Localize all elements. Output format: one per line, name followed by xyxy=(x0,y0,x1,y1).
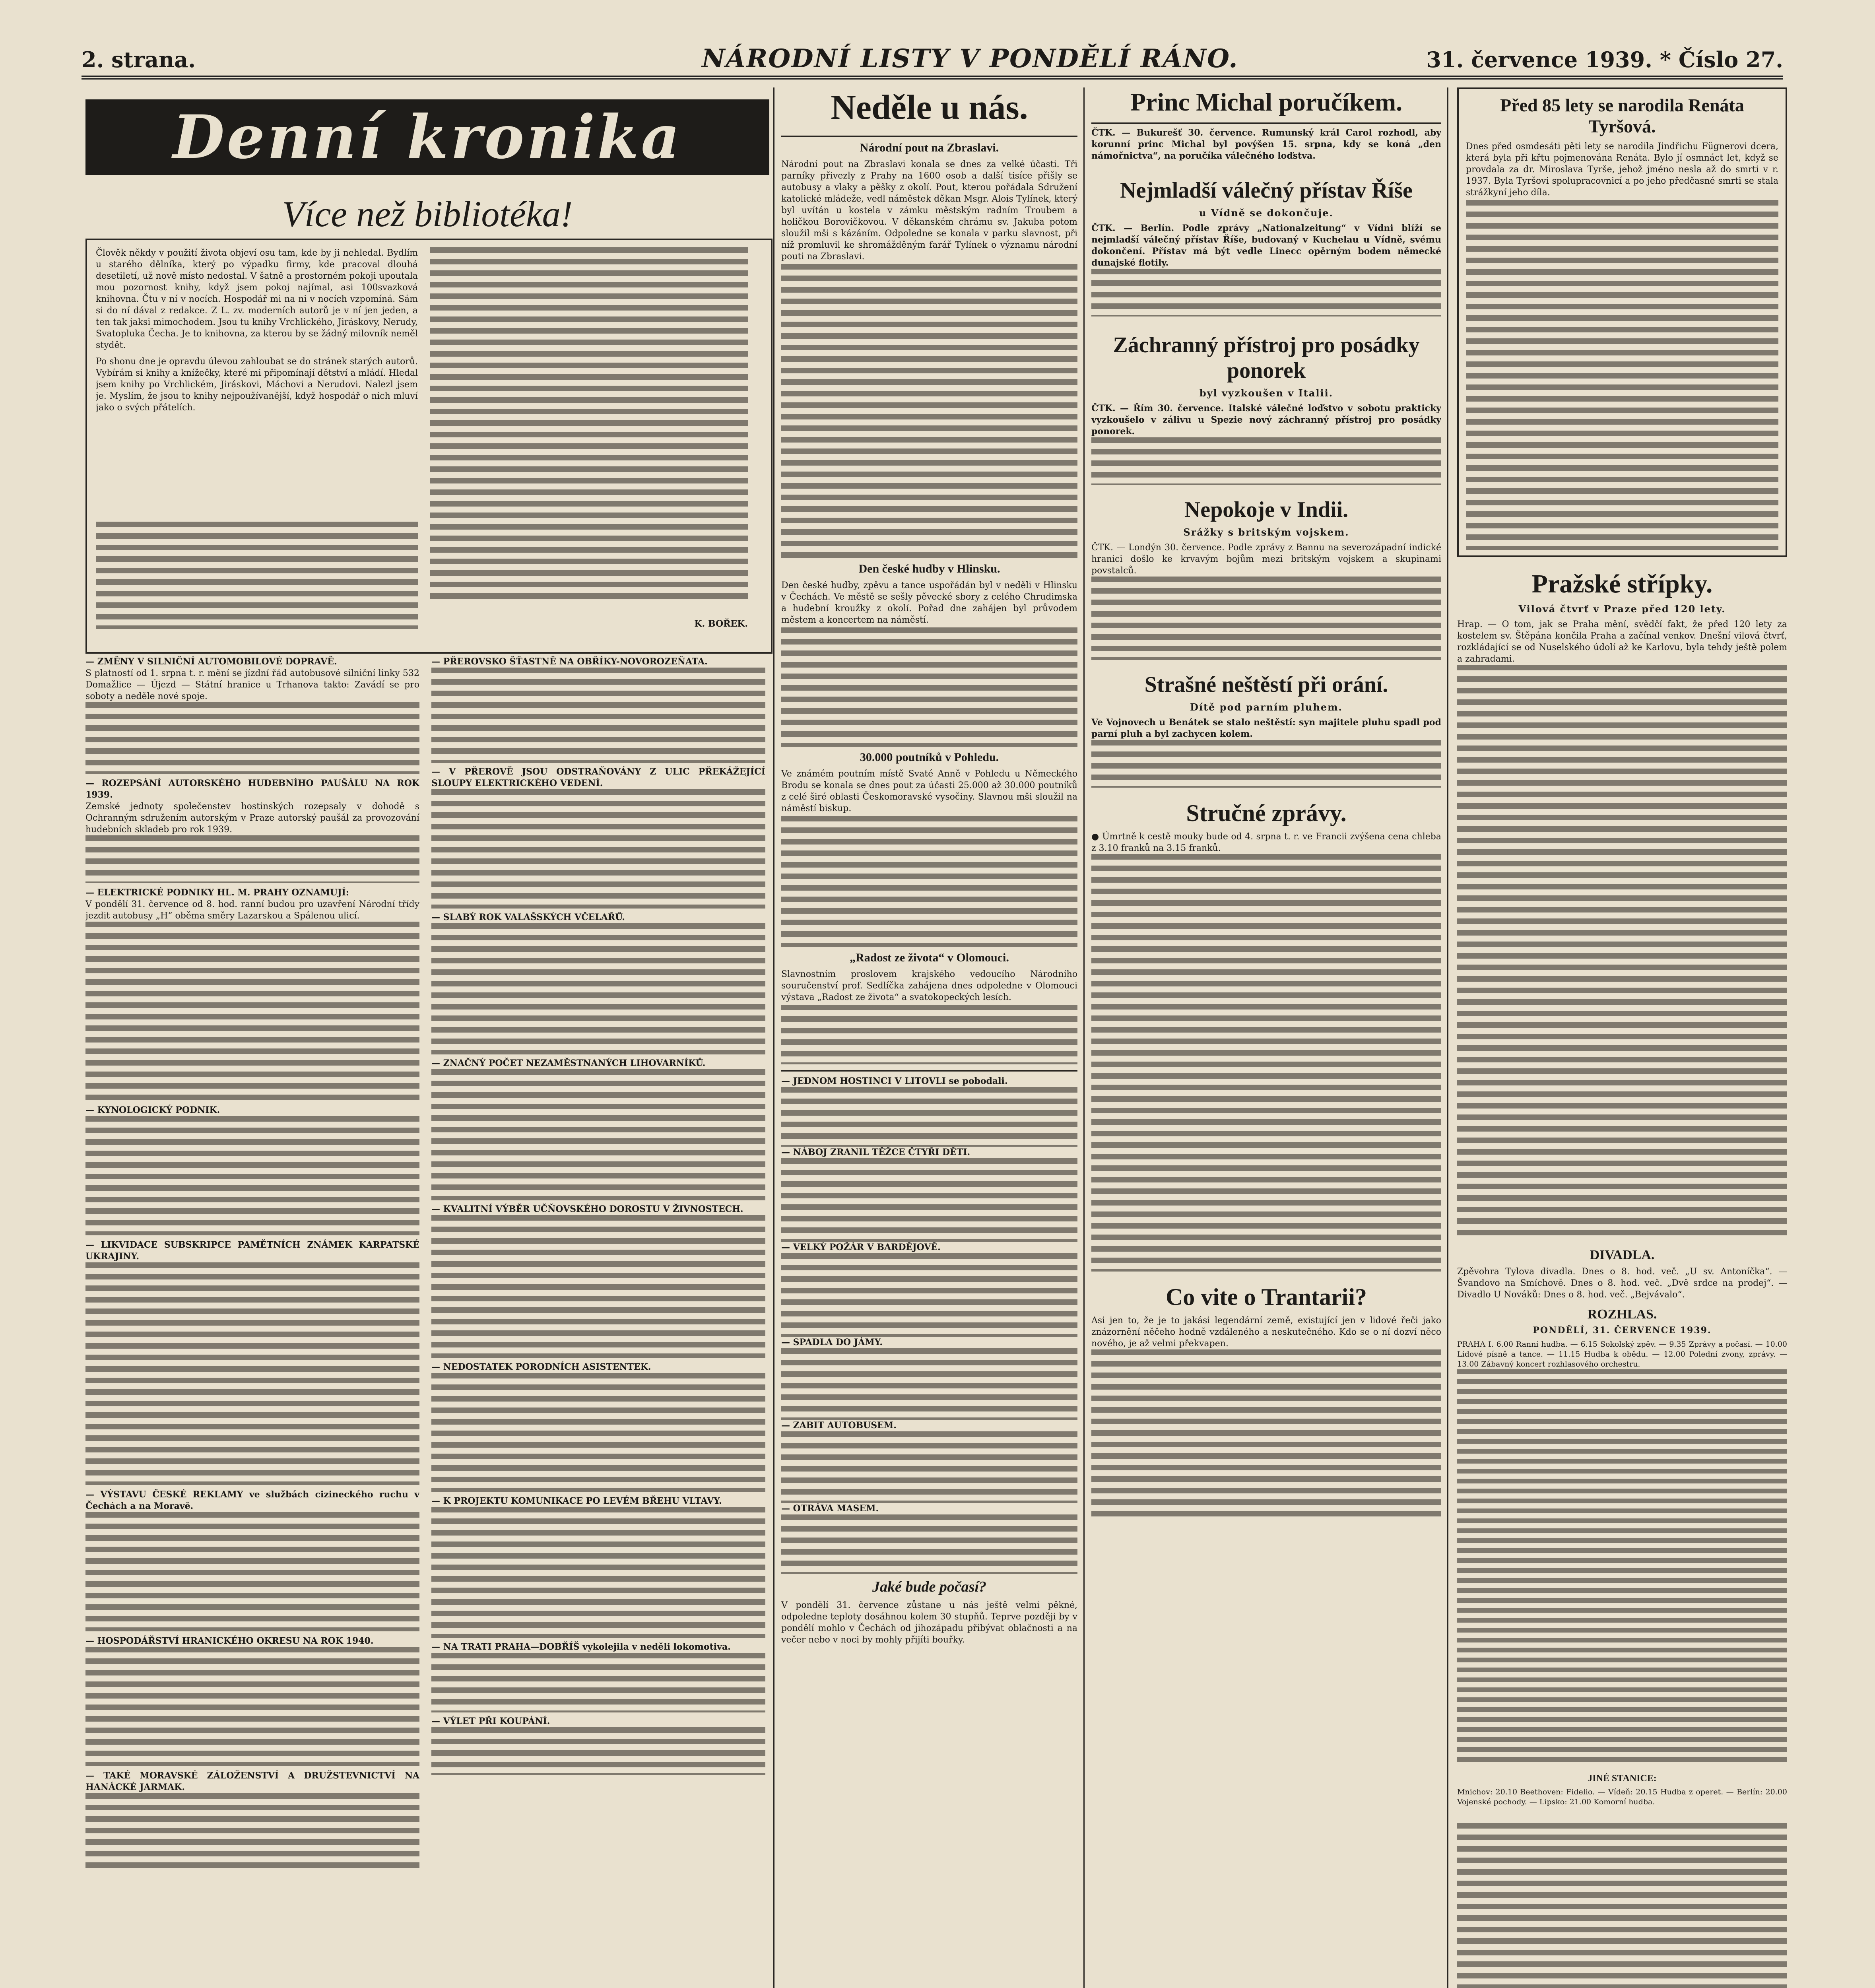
masthead xyxy=(82,44,1783,80)
tyrsova-box xyxy=(1457,87,1787,557)
culture-column xyxy=(1457,87,1787,1988)
news-heading: — SPADLA DO JÁMY. xyxy=(781,1337,883,1347)
text-block xyxy=(781,816,1077,947)
world-headline: Nepokoje v Indii. xyxy=(1184,497,1349,522)
news-heading: — ROZEPSÁNÍ AUTORSKÉHO HUDEBNÍHO PAUŠÁLU NA ROK 1939. xyxy=(85,778,419,800)
text-block xyxy=(85,1512,419,1631)
nedele-body: Den české hudby, zpěvu a tance uspořádán byl v neděli v Hlinsku v Čechách. Ve městě se sešly pěvecké sbory z celého Chrudimska a hudební kroužky z okolí. Pořad dne zahájen byl průvodem městem a koncertem na náměstí. xyxy=(781,580,1077,625)
text-block xyxy=(1091,854,1441,1272)
news-heading: — KYNOLOGICKÝ PODNIK. xyxy=(85,1105,220,1115)
news-heading: — K PROJEKTU KOMUNIKACE PO LEVÉM BŘEHU VLTAVY. xyxy=(431,1496,722,1506)
world-body: ČTK. — Berlín. Podle zprávy „Nationalzeitung“ v Vídni blíží se nejmladší válečný přístav Říše, budovaný v Kuchelau u Vídně, svému dokončení. Přístav má být vedle Linecc opěrným bodem německé dunajské flotily. xyxy=(1091,223,1441,268)
world-headline: Strašné neštěstí při orání. xyxy=(1144,672,1388,697)
world-headline: Stručné zprávy. xyxy=(1186,800,1347,826)
text-block xyxy=(781,1348,1077,1420)
news-heading: — NA TRATI PRAHA—DOBŘÍŠ vykolejila v neděli lokomotiva. xyxy=(431,1642,731,1652)
world-kicker: byl vyzkoušen v Italii. xyxy=(1199,387,1333,399)
stanice-heading: JINÉ STANICE: xyxy=(1588,1773,1657,1784)
nedele-body: Ve známém poutním místě Svaté Anně v Pohledu u Německého Brodu se konala se dnes pout za účasti 25.000 až 30.000 poutníků z celé širé oblasti Českomoravské vysočiny. Slavnou mši sloužil na náměstí biskup. xyxy=(781,769,1077,813)
text-block xyxy=(781,1087,1077,1147)
nedele-subhead: Národní pout na Zbraslavi. xyxy=(860,141,999,154)
news-heading: — PŘEROVSKO ŠŤASTNĚ NA OBŘÍKY-NOVOROZEŇATA. xyxy=(431,656,708,667)
text-block xyxy=(96,522,418,629)
divadla-body: Zpěvohra Tylova divadla. Dnes o 8. hod. več. „U sv. Antoníčka“. — Švandovo na Smíchově. Dnes o 8. hod. več. „Dvě srdce na prodej“. — Divadlo U Nováků: Dnes o 8. hod. več. „Bejvávalo“. xyxy=(1457,1267,1787,1300)
rozhlas-heading: ROZHLAS. xyxy=(1587,1307,1657,1322)
rozhlas-kicker: PONDĚLÍ, 31. ČERVENCE 1939. xyxy=(1533,1325,1712,1336)
kronika-title: Více než bibliotéka! xyxy=(282,194,573,234)
text-block xyxy=(781,1253,1077,1337)
text-block xyxy=(85,1262,419,1485)
prazske-body: Hrap. — O tom, jak se Praha mění, svědčí fakt, že před 120 lety za kostelem sv. Štěpána končila Praha a začínal venkov. Dnešní vilová čtvrť, rozkládající se od Nuselského údolí až ke Karlovu, byla tehdy ještě polem a zahradami. xyxy=(1457,619,1787,664)
column-rule xyxy=(1083,87,1085,1988)
news-heading: — ZMĚNY V SILNIČNÍ AUTOMOBILOVÉ DOPRAVĚ. xyxy=(85,656,337,667)
nedele-subhead: Den české hudby v Hlinsku. xyxy=(858,562,1000,575)
text-block xyxy=(781,1514,1077,1574)
nedele-body: Národní pout na Zbraslavi konala se dnes za velké účasti. Tři parníky přivezly z Prahy na 1600 osob a další tisíce přišly se autobusy a vlaky a pěšky z okolí. Pout, kterou pořádala Sdružení katolické mládeže, vedl náměstek děkan Msgr. Alois Tylínek, který byl uvítán u kostela v zámku městským radním Troubem a holičkou Borovičkovou. V děkanském chrámu sv. Jakuba potom sloužil mši s kázáním. Odpoledne se konala v parku slavnost, při níž promluvil ke shromážděným farář Tylínek o významu národní pouti na Zbraslavi. xyxy=(781,159,1077,262)
kronika-col-right xyxy=(430,247,748,629)
news-body: S platností od 1. srpna t. r. mění se jízdní řád autobusové silniční linky 532 Domažlice — Újezd — Státní hranice u Trhanova takto: Zavádí se pro soboty a neděle nové spoje. xyxy=(85,668,419,701)
news-heading: — KVALITNÍ VÝBĚR UČŇOVSKÉHO DOROSTU V ŽIVNOSTECH. xyxy=(431,1204,743,1214)
weather-body: V pondělí 31. července zůstane u nás ještě velmi pěkné, odpoledne teploty dosáhnou kolem 30 stupňů. Teprve později by v pondělí mohlo v Čechách od jihozápadu přibývat oblačnosti a na večer nebo v noci by mohly přijíti bouřky. xyxy=(781,1600,1077,1645)
news-heading: — TAKÉ MORAVSKÉ ZÁLOŽENSTVÍ A DRUŽSTEVNICTVÍ NA HANÁCKÉ JARMAK. xyxy=(85,1771,419,1792)
news-heading: — JEDNOM HOSTINCI V LITOVLI se pobodali. xyxy=(781,1076,1008,1086)
text-block xyxy=(781,1005,1077,1064)
kronika-signature: K. BOŘEK. xyxy=(694,619,748,629)
world-news-column xyxy=(1091,87,1441,1988)
news-heading: — V PŘEROVĚ JSOU ODSTRAŇOVÁNY Z ULIC PŘEKÁŽEJÍCÍ SLOUPY ELEKTRICKÉHO VEDENÍ. xyxy=(431,767,765,788)
text-block xyxy=(85,702,419,774)
world-body: ČTK. — Londýn 30. července. Podle zprávy z Bannu na severozápadní indické hranici došlo ke krvavým bojům mezi britským vojskem a skupinami povstalců. xyxy=(1091,543,1441,576)
text-block xyxy=(1091,577,1441,660)
text-block xyxy=(85,1116,419,1235)
news-heading: — OTRÁVA MASEM. xyxy=(781,1503,879,1514)
news-heading: — ZNAČNÝ POČET NEZAMĚSTNANÝCH LIHOVARNÍKŮ. xyxy=(431,1058,706,1068)
tyrsova-body: Dnes před osmdesáti pěti lety se narodila Jindřichu Fügnerovi dcera, která byla při křtu pojmenována Renáta. Bylo jí osmnáct let, když se provdala za dr. Miroslava Tyrše, jehož jméno nesla až do smrti v r. 1937. Byla Tyršovi spolupracovnicí a po jeho předčasné smrti se stala strážkyní jeho díla. xyxy=(1466,142,1778,198)
text-block xyxy=(1091,740,1441,788)
news-heading: — NÁBOJ ZRANIL TĚŽCE ČTYŘI DĚTI. xyxy=(781,1147,970,1157)
text-block xyxy=(431,789,765,909)
newspaper-title: NÁRODNÍ LISTY V PONDĚLÍ RÁNO. xyxy=(702,44,1238,74)
crime-section xyxy=(781,1070,1077,1646)
world-headline: Co vite o Trantarii? xyxy=(1165,1284,1367,1310)
world-headline: Záchranný přístroj pro posádky ponorek xyxy=(1113,333,1420,383)
world-kicker: u Vídně se dokončuje. xyxy=(1199,207,1333,219)
stanice-body: Mnichov: 20.10 Beethoven: Fidelio. — Vídeň: 20.15 Hudba z operet. — Berlín: 20.00 Vojenské pochody. — Lipsko: 21.00 Komorní hudba. xyxy=(1457,1788,1787,1806)
world-body: Ve Vojnovech u Benátek se stalo neštěstí: syn majitele pluhu spadl pod parní pluh a byl zachycen kolem. xyxy=(1091,717,1441,739)
text-block xyxy=(781,1158,1077,1242)
text-block xyxy=(1466,200,1778,550)
news-column-1 xyxy=(85,656,419,1988)
nedele-body: Slavnostním proslovem krajského vedoucího Národního souručenství prof. Sedlíčka zahájena dnes odpoledne v Olomouci výstava „Radost ze života“ a svatokopeckých lesích. xyxy=(781,969,1077,1002)
news-body: Zemské jednoty společenstev hostinských rozepsaly v dohodě s Ochranným sdružením autorským v Praze autorský paušál za provozování hudebních skladeb pro rok 1939. xyxy=(85,802,419,835)
world-body: ● Úmrtně k cestě mouky bude od 4. srpna t. r. ve Francii zvýšena cena chleba z 3.10 franků na 3.15 franků. xyxy=(1091,832,1441,853)
text-block xyxy=(781,627,1077,747)
issue-date: 31. července 1939. * Číslo 27. xyxy=(1426,47,1783,72)
text-block xyxy=(431,668,765,763)
weather-heading: Jaké bude počasí? xyxy=(872,1578,987,1595)
world-kicker: Dítě pod parním pluhem. xyxy=(1190,701,1343,713)
text-block xyxy=(431,923,765,1054)
text-block xyxy=(85,1647,419,1766)
divadla-heading: DIVADLA. xyxy=(1590,1248,1655,1262)
text-block xyxy=(1091,437,1441,485)
news-body: V pondělí 31. července od 8. hod. ranní budou pro uzavření Národní třídy jezdit autobusy „H“ oběma směry Lazarskou a Spálenou ulicí. xyxy=(85,899,419,921)
news-heading: — ELEKTRICKÉ PODNIKY HL. M. PRAHY OZNAMUJÍ: xyxy=(85,887,349,898)
column-rule xyxy=(1447,87,1448,1988)
news-heading: — VELKÝ POŽÁR V BARDĚJOVĚ. xyxy=(781,1242,941,1252)
text-block xyxy=(1457,665,1787,1241)
news-heading: — ZABIT AUTOBUSEM. xyxy=(781,1420,897,1431)
news-heading: — VÝSTAVU ČESKÉ REKLAMY ve službách cizineckého ruchu v Čechách a na Moravě. xyxy=(85,1489,419,1511)
news-column-2 xyxy=(431,656,765,1988)
kronika-lead: Člověk někdy v použití života objeví osu tam, kde by ji nehledal. Bydlím u starého dělníka, který po výpadku firmy, kde pracoval dlouhá desetiletí, už nově místo nedostal. V šatně a prostorném pokoji upoutala mou pozornost knihy, když jsem pokoj najímal, asi 100svazková knihovna. Čtu v ní v nocích. Hospodář mi na ni v nocích vzpomíná. Sám si do ní dával z redakce. Z L. zv. moderních autorů je v ní jen jeden, a ten tak jaksi mimochodem. Jsou tu knihy Vrchlického, Jiráskovy, Nerudy, Svatopluka Čecha. Je to knihovna, za kterou by se žádný milovník neměl stydět. xyxy=(96,248,418,350)
news-heading: — SLABÝ ROK VALAŠSKÝCH VČELAŘŮ. xyxy=(431,912,625,922)
princ-body: ČTK. — Bukurešť 30. července. Rumunský král Carol rozhodl, aby korunní princ Michal byl povýšen 15. srpna, kdy se koná „den námořnictva“, na poručíka válečného loďstva. xyxy=(1091,128,1441,161)
page-number: 2. strana. xyxy=(82,47,196,72)
prazske-kicker: Vilová čtvrť v Praze před 120 lety. xyxy=(1518,603,1726,615)
text-block xyxy=(430,247,748,605)
kronika-banner: Denní kronika xyxy=(85,99,769,175)
text-block xyxy=(431,1727,765,1775)
news-heading: — NEDOSTATEK PORODNÍCH ASISTENTEK. xyxy=(431,1362,651,1372)
nedele-headline: Neděle u nás. xyxy=(781,87,1077,137)
column-rule xyxy=(773,87,774,1988)
text-block xyxy=(1457,1823,1787,1988)
world-headline: Nejmladší válečný přístav Říše xyxy=(1120,178,1413,203)
news-heading: — LIKVIDACE SUBSKRIPCE PAMĚTNÍCH ZNÁMEK KARPATSKÉ UKRAJINY. xyxy=(85,1240,419,1262)
text-block xyxy=(1457,1369,1787,1767)
kronika-feature-box xyxy=(85,239,773,654)
world-body: Asi jen to, že je to jakási legendární země, existující jen v lidové řeči jako znázornění něčeho hodně vzdáleného a neskutečného. Kdo se o ní dozví něco nového, je až velmi překvapen. xyxy=(1091,1316,1441,1349)
news-heading: — HOSPODÁŘSTVÍ HRANICKÉHO OKRESU NA ROK 1940. xyxy=(85,1636,374,1646)
text-block xyxy=(85,922,419,1101)
prazske-headline: Pražské střípky. xyxy=(1531,569,1713,598)
princ-headline: Princ Michal poručíkem. xyxy=(1091,87,1441,124)
text-block xyxy=(85,1793,419,1873)
nedele-subhead: „Radost ze života“ v Olomouci. xyxy=(850,951,1009,964)
nedele-subhead: 30.000 poutníků v Pohledu. xyxy=(860,751,999,764)
text-block xyxy=(85,835,419,883)
text-block xyxy=(431,1507,765,1638)
text-block xyxy=(1091,1349,1441,1516)
text-block xyxy=(431,1373,765,1492)
rozhlas-body: PRAHA I. 6.00 Ranní hudba. — 6.15 Sokolský zpěv. — 9.35 Zprávy a počasí. — 10.00 Lidové písně a tance. — 11.15 Hudba k obědu. — 12.00 Polední zvony, zprávy. — 13.00 Zábavný koncert rozhlasového orchestru. xyxy=(1457,1340,1787,1369)
world-kicker: Srážky s britským vojskem. xyxy=(1183,526,1349,538)
nedele-column xyxy=(781,87,1077,1988)
news-heading: — VÝLET PŘI KOUPÁNÍ. xyxy=(431,1716,550,1726)
kronika-lead-2: Po shonu dne je opravdu úlevou zahloubat se do stránek starých autorů. Vybírám si knihy a knížečky, které mi připomínají dětství a mládí. Hledal jsem knihy po Vrchlickém, Jiráskovi, Máchovi a Nerudovi. Nalezl jsem je. Myslím, že jsou to knihy nejpoužívanější, když hospodář o nich mluví jako o svých přátelích. xyxy=(96,357,418,413)
text-block xyxy=(781,264,1077,558)
tyrsova-headline: Před 85 lety se narodila Renáta Tyršová. xyxy=(1500,95,1744,136)
text-block xyxy=(781,1431,1077,1503)
text-block xyxy=(431,1069,765,1200)
world-body: ČTK. — Řím 30. července. Italské válečné loďstvo v sobotu prakticky vyzkoušelo v zálivu u Spezie nový záchranný přístroj pro posádky ponorek. xyxy=(1091,403,1441,437)
kronika-col-left xyxy=(96,247,418,629)
text-block xyxy=(431,1653,765,1712)
text-block xyxy=(431,1215,765,1358)
text-block xyxy=(1091,269,1441,316)
